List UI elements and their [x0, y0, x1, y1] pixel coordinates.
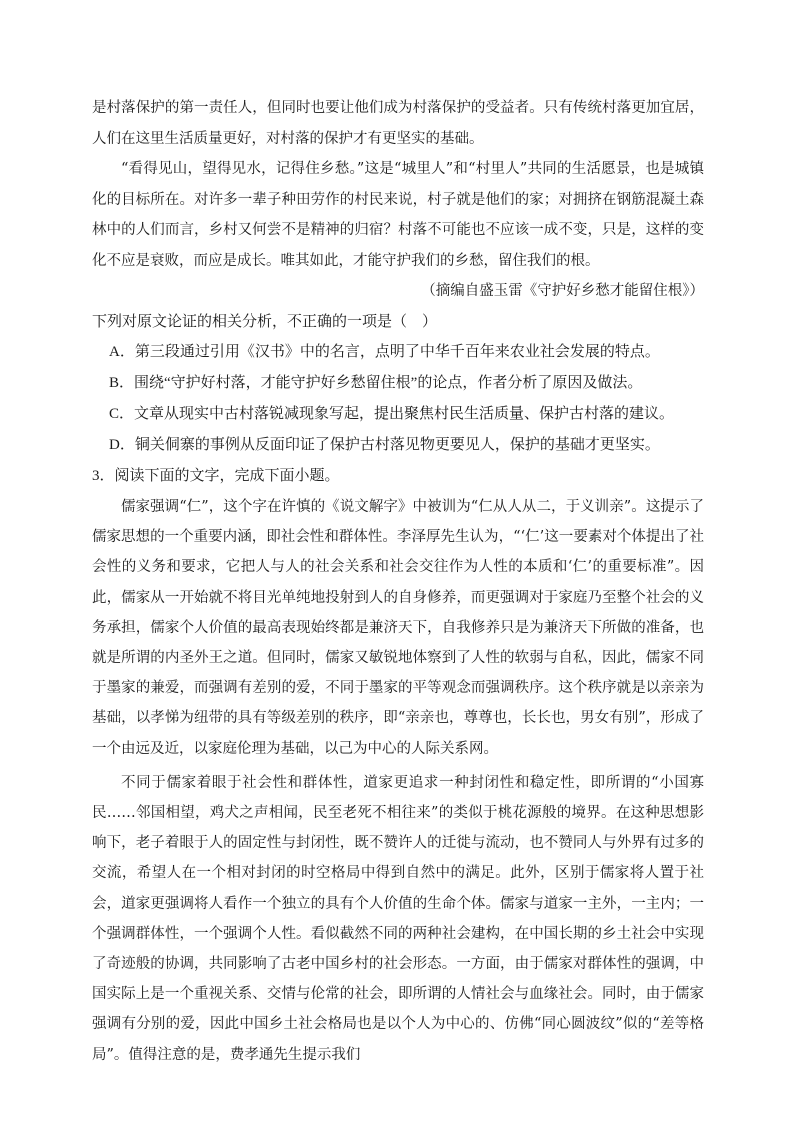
passage-paragraph: 是村落保护的第一责任人，但同时也要让他们成为村落保护的受益者。只有传统村落更加宜居，人们在这里生活质量更好，对村落的保护才有更坚实的基础。: [92, 100, 704, 147]
passage-paragraph: 不同于儒家着眼于社会性和群体性，道家更追求一种封闭性和稳定性，即所谓的“小国寡民……邻国相望，鸡犬之声相闻，民至老死不相往来”的类似于桃花源般的境界。在这种思想影响下，老子着眼于人的固定性与封闭性，既不赞许人的迁徙与流动，也不赞同人与外界有过多的交流，希望人在一个相对封闭的时空格局中得到自然中的满足。此外，区别于儒家将人置于社会，道家更强调将人看作一个独立的具有个人价值的生命个体。儒家与道家一主外，一主内；一个强调群体性，一个强调个人性。看似截然不同的两种社会建构，在中国长期的乡土社会中实现了奇迹般的协调，共同影响了古老中国乡村的社会形态。一方面，由于儒家对群体性的强调，中国实际上是一个重视关系、交情与伦常的社会，即所谓的人情社会与血缘社会。同时，由于儒家强调有分别的爱，因此中国乡土社会格局也是以个人为中心的、仿佛“同心圆波纹”似的“差等格局”。值得注意的是，费孝通先生提示我们: [92, 774, 704, 1063]
passage-source: （摘编自盛玉雷《守护好乡愁才能留住根》）: [421, 283, 704, 299]
option-d: D．铜关侗寨的事例从反面印证了保护古村落见物更要见人，保护的基础才更坚实。: [109, 437, 660, 453]
question-stem: 下列对原文论证的相关分析，不正确的一项是（ ）: [92, 313, 438, 330]
passage-paragraph: “看得见山，望得见水，记得住乡愁。”这是“城里人”和“村里人”共同的生活愿景，也是城镇化的目标所在。对许多一辈子种田劳作的村民来说，村子就是他们的家；对拥挤在钢筋混凝土森林中的人们而言，乡村又何尝不是精神的归宿？村落不可能也不应该一成不变，只是，这样的变化不应是衰败，而应是成长。唯其如此，才能守护我们的乡愁，留住我们的根。: [92, 161, 704, 269]
option-b: B．围绕“守护好村落，才能守护好乡愁留住根”的论点，作者分析了原因及做法。: [109, 375, 643, 391]
question-stem: 3．阅读下面的文字，完成下面小题。: [92, 468, 340, 484]
option-a: A．第三段通过引用《汉书》中的名言，点明了中华千百年来农业社会发展的特点。: [109, 344, 660, 360]
passage-paragraph: 儒家强调“仁”，这个字在许慎的《说文解字》中被训为“仁从人从二，于义训亲”。这提示了儒家思想的一个重要内涵，即社会性和群体性。李泽厚先生认为，“‘仁’这一要素对个体提出了社会性的义务和要求，它把人与人的社会关系和社会交往作为人性的本质和‘仁’的重要标准”。因此，儒家从一开始就不将目光单纯地投射到人的自身修养，而更强调对于家庭乃至整个社会的义务承担，儒家个人价值的最高表现始终都是兼济天下，自我修养只是为兼济天下所做的准备，也就是所谓的内圣外王之道。但同时，儒家又敏锐地体察到了人性的软弱与自私，因此，儒家不同于墨家的兼爱，而强调有差别的爱，不同于墨家的平等观念而强调秩序。这个秩序就是以亲亲为基础，以孝悌为纽带的具有等级差别的秩序，即“亲亲也，尊尊也，长长也，男女有别”，形成了一个由远及近，以家庭伦理为基础，以己为中心的人际关系网。: [92, 499, 704, 757]
option-c: C．文章从现实中古村落锐减现象写起，提出聚焦村民生活质量、保护古村落的建议。: [109, 406, 675, 422]
